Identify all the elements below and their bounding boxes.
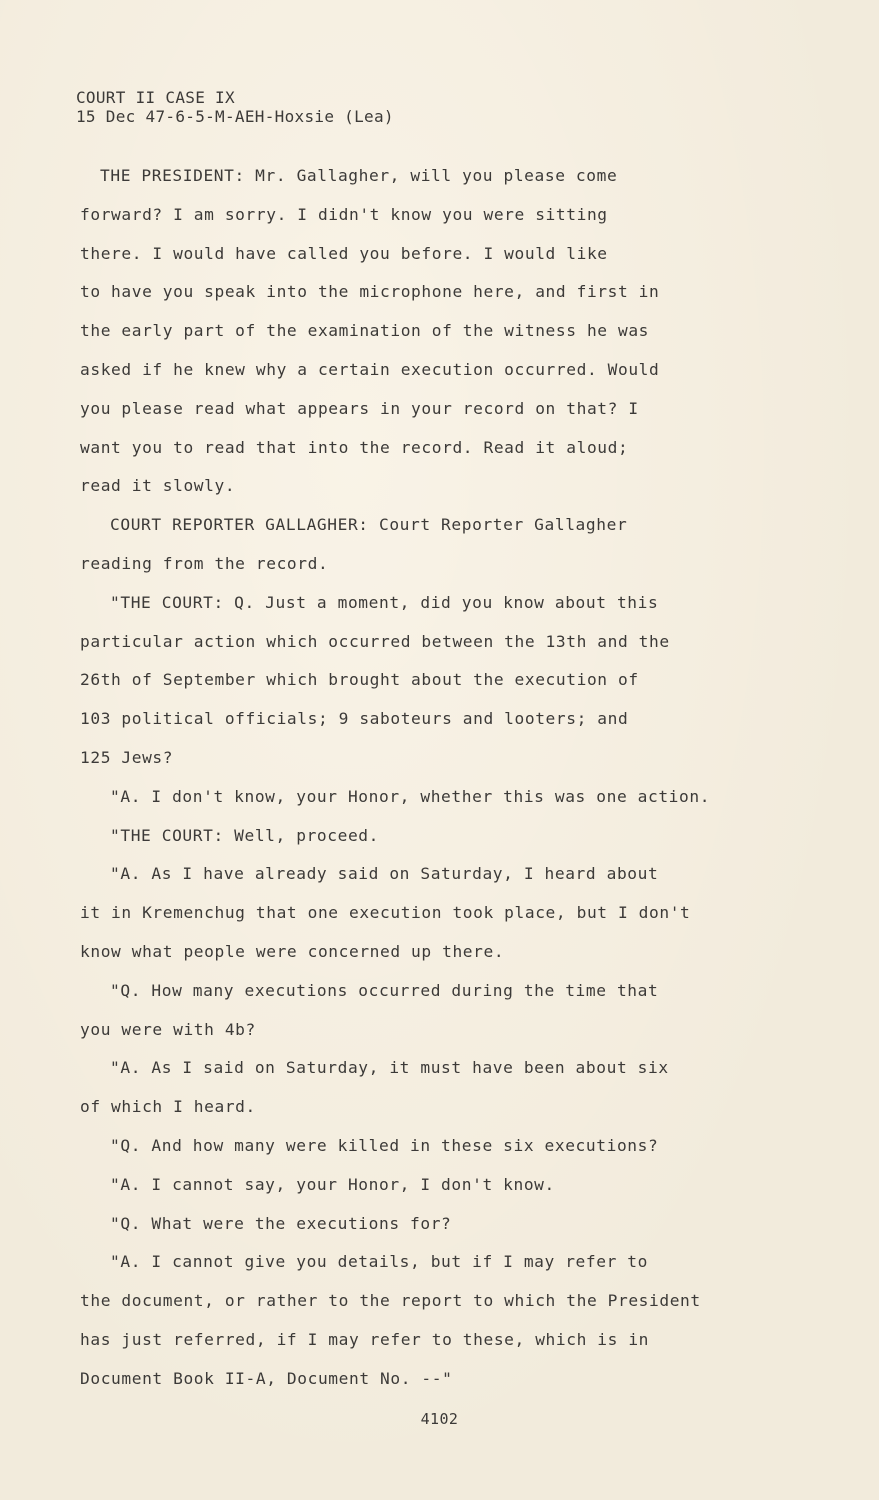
transcript-line: "A. I don't know, your Honor, whether this was one action. xyxy=(110,786,711,806)
transcript-line: "Q. How many executions occurred during the time that xyxy=(110,980,659,1000)
transcript-line: the document, or rather to the report to which the President xyxy=(80,1291,701,1311)
transcript-line: you were with 4b? xyxy=(80,1019,256,1039)
transcript-line: 103 political officials; 9 saboteurs and looters; and xyxy=(80,709,629,729)
transcript-line: the early part of the examination of the witness he was xyxy=(80,321,650,341)
transcript-line: want you to read that into the record. Read it aloud; xyxy=(80,437,629,457)
transcript-line: reading from the record. xyxy=(80,553,329,573)
transcript-line: COURT REPORTER GALLAGHER: Court Reporter Gallagher xyxy=(110,515,628,535)
transcript-line: has just referred, if I may refer to these, which is in xyxy=(80,1329,650,1349)
transcript-line: "A. I cannot say, your Honor, I don't know. xyxy=(110,1174,555,1194)
transcript-line: 26th of September which brought about the execution of xyxy=(80,670,639,690)
header-date-reference: 15 Dec 47-6-5-M-AEH-Hoxsie (Lea) xyxy=(76,107,394,126)
transcript-line: asked if he knew why a certain execution occurred. Would xyxy=(80,359,660,379)
transcript-line: "Q. What were the executions for? xyxy=(110,1213,452,1233)
transcript-line: it in Kremenchug that one execution took place, but I don't xyxy=(80,903,691,923)
transcript-line: "THE COURT: Well, proceed. xyxy=(110,825,379,845)
header-court-case: COURT II CASE IX xyxy=(76,88,235,107)
transcript-line: "THE COURT: Q. Just a moment, did you know about this xyxy=(110,592,659,612)
transcript-line: you please read what appears in your record on that? I xyxy=(80,398,639,418)
transcript-line: "Q. And how many were killed in these six executions? xyxy=(110,1135,659,1155)
page-number: 4102 xyxy=(420,1410,459,1428)
transcript-line: know what people were concerned up there. xyxy=(80,941,505,961)
transcript-line: of which I heard. xyxy=(80,1097,256,1117)
transcript-line: forward? I am sorry. I didn't know you were sitting xyxy=(80,204,608,224)
transcript-line: THE PRESIDENT: Mr. Gallagher, will you please come xyxy=(100,166,618,185)
document-header xyxy=(76,88,394,126)
transcript-line: to have you speak into the microphone here, and first in xyxy=(80,282,660,302)
transcript-body xyxy=(80,157,800,1399)
transcript-line: read it slowly. xyxy=(80,476,236,496)
transcript-line: particular action which occurred between the 13th and the xyxy=(80,631,670,651)
transcript-line: "A. I cannot give you details, but if I may refer to xyxy=(110,1252,648,1272)
transcript-line: "A. As I said on Saturday, it must have been about six xyxy=(110,1058,669,1078)
transcript-line: 125 Jews? xyxy=(80,747,174,767)
transcript-line: Document Book II-A, Document No. --" xyxy=(80,1368,453,1388)
transcript-line: "A. As I have already said on Saturday, I heard about xyxy=(110,864,659,884)
transcript-line: there. I would have called you before. I would like xyxy=(80,243,608,263)
